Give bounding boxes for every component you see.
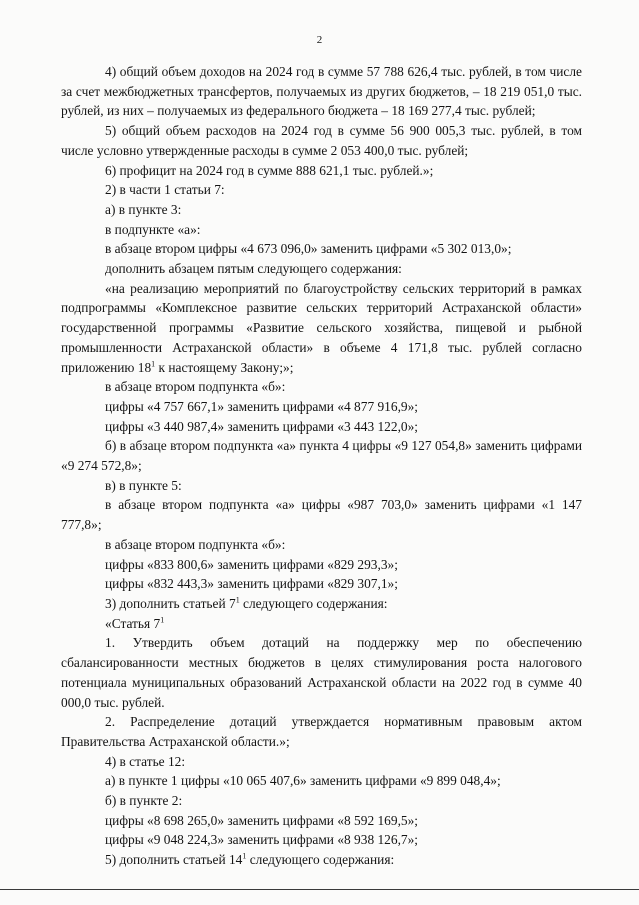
superscript: 1 (160, 615, 165, 625)
paragraph-point-3: а) в пункте 3: (105, 201, 182, 217)
paragraph-figures-change: цифры «9 048 224,3» заменить цифрами «8 938 126,7»; (105, 832, 419, 848)
paragraph-point-5: в) в пункте 5: (105, 477, 182, 493)
paragraph-text-after: к настоящему Закону;»; (155, 359, 294, 375)
paragraph-text-after: следующего содержания: (246, 852, 395, 868)
paragraph-point-4: б) в абзаце втором подпункта «а» пункта 4 цифры «9 127 054,8» заменить цифрами «9 274 572,8»; (61, 438, 582, 474)
paragraph-add-fifth-paragraph: дополнить абзацем пятым следующего содержания: (105, 261, 402, 277)
paragraph-point-5-subpoint-a: в абзаце втором подпункта «а» цифры «987 703,0» заменить цифрами «1 147 777,8»; (61, 497, 582, 533)
paragraph-add-article-7-1 (61, 594, 582, 614)
paragraph-figures-change: цифры «3 440 987,4» заменить цифрами «3 443 122,0»; (105, 418, 419, 434)
paragraph-figures-change: цифры «833 800,6» заменить цифрами «829 293,3»; (105, 556, 398, 572)
paragraph-text-after: следующего содержания: (239, 595, 388, 611)
paragraph-add-article-14-1 (61, 850, 582, 870)
paragraph-expenses-2024: 5) общий объем расходов на 2024 год в сумме 56 900 005,3 тыс. рублей, в том числе условно утвержденные расходы в сумме 2 053 400,0 тыс. рублей; (61, 123, 582, 158)
paragraph-article-12-point-1: а) в пункте 1 цифры «10 065 407,6» заменить цифрами «9 899 048,4»; (105, 773, 501, 789)
paragraph-rural-improvement (61, 279, 582, 378)
paragraph-article-12: 4) в статье 12: (105, 753, 186, 769)
paragraph-figures-change: цифры «4 757 667,1» заменить цифрами «4 877 916,9»; (105, 398, 419, 414)
paragraph-article-7-1-clause-1: 1. Утвердить объем дотаций на поддержку мер по обеспечению сбалансированности местных бюджетов в целях стимулирования роста налогового потенциала муниципальных образований Астраханской области на 2022 год в сумме 40 000,0 тыс. рублей. (61, 635, 582, 710)
paragraph-article-7-part-1: 2) в части 1 статьи 7: (105, 182, 225, 198)
bottom-rule (0, 889, 639, 890)
paragraph-article-12-point-2: б) в пункте 2: (105, 793, 183, 809)
superscript: 1 (151, 359, 156, 369)
document-body (61, 62, 582, 870)
paragraph-revenue-2024: 4) общий объем доходов на 2024 год в сумме 57 788 626,4 тыс. рублей, в том числе за счет межбюджетных трансфертов, получаемых из других бюджетов, – 18 219 051,0 тыс. рублей, из них – получаемых из федерального бюджета – 18 169 277,4 тыс. рублей; (61, 64, 582, 119)
paragraph-article-7-1-clause-2: 2. Распределение дотаций утверждается нормативным правовым актом Правительства Астраханской области.»; (61, 714, 582, 749)
paragraph-subpoint-a: в подпункте «а»: (105, 221, 201, 237)
paragraph-surplus-2024: 6) профицит на 2024 год в сумме 888 621,1 тыс. рублей.»; (105, 162, 434, 178)
paragraph-text-before: 3) дополнить статьей 7 (105, 595, 236, 611)
article-heading (61, 614, 582, 634)
article-heading-text: «Статья 7 (105, 615, 161, 631)
paragraph-subpoint-b-second: в абзаце втором подпункта «б»: (105, 379, 286, 395)
paragraph-replace-figures: в абзаце втором цифры «4 673 096,0» заменить цифрами «5 302 013,0»; (105, 241, 512, 257)
paragraph-text-before: 5) дополнить статьей 14 (105, 852, 243, 868)
paragraph-point-5-subpoint-b: в абзаце втором подпункта «б»: (105, 536, 286, 552)
superscript: 1 (242, 851, 247, 861)
paragraph-figures-change: цифры «832 443,3» заменить цифрами «829 307,1»; (105, 576, 398, 592)
paragraph-figures-change: цифры «8 698 265,0» заменить цифрами «8 592 169,5»; (105, 812, 419, 828)
superscript: 1 (235, 595, 240, 605)
paragraph-text-before: «на реализацию мероприятий по благоустройству сельских территорий в рамках подпрограммы «Комплексное развитие сельских территорий Астраханской области» государственной программы «Развитие сельского хозяйства, пищевой и рыбной промышленности Астраханской области» в объеме 4 171,8 тыс. рублей согласно приложению 18 (61, 280, 582, 375)
page-number: 2 (316, 34, 323, 46)
